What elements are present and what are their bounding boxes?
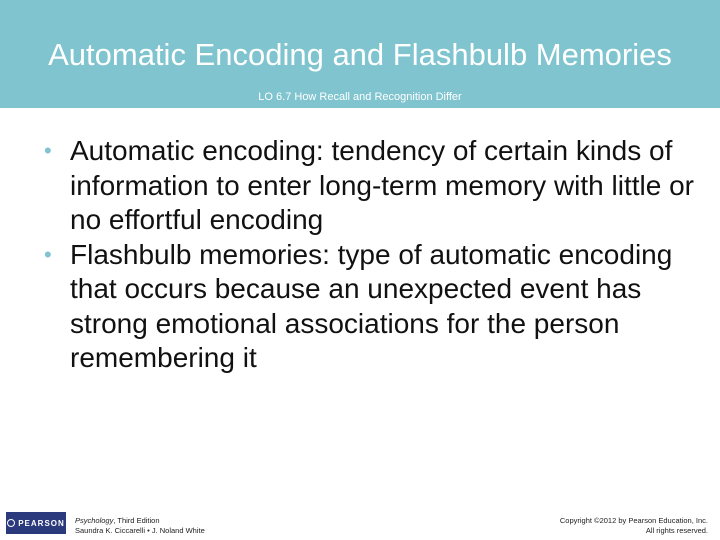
bullet-text: Automatic encoding: tendency of certain kinds of information to enter long-term memory with little or no effortful encoding bbox=[70, 135, 694, 235]
book-authors: Saundra K. Ciccarelli • J. Noland White bbox=[75, 526, 205, 535]
slide-header bbox=[0, 0, 720, 108]
bullet-icon: • bbox=[44, 241, 52, 267]
copyright-line-1: Copyright ©2012 by Pearson Education, Inc. bbox=[559, 516, 708, 525]
bullet-icon: • bbox=[44, 138, 52, 163]
pearson-logo-icon bbox=[7, 519, 15, 527]
copyright-notice bbox=[560, 516, 708, 536]
bullet-text: Flashbulb memories: type of automatic encoding that occurs because an unexpected event has strong emotional associations for the person remembering it bbox=[70, 238, 673, 373]
bullet-item bbox=[44, 238, 704, 376]
book-title: Psychology bbox=[75, 516, 114, 525]
book-info bbox=[75, 516, 205, 536]
slide-footer bbox=[0, 506, 720, 540]
pearson-logo-text: PEARSON bbox=[18, 518, 65, 528]
book-edition: , Third Edition bbox=[113, 516, 160, 525]
bullet-item bbox=[44, 134, 704, 238]
slide-title: Automatic Encoding and Flashbulb Memories bbox=[48, 37, 672, 72]
pearson-logo bbox=[6, 512, 66, 534]
copyright-line-2: All rights reserved. bbox=[645, 526, 708, 535]
slide-subtitle: LO 6.7 How Recall and Recognition Differ bbox=[258, 91, 462, 103]
bullet-list bbox=[44, 134, 704, 376]
